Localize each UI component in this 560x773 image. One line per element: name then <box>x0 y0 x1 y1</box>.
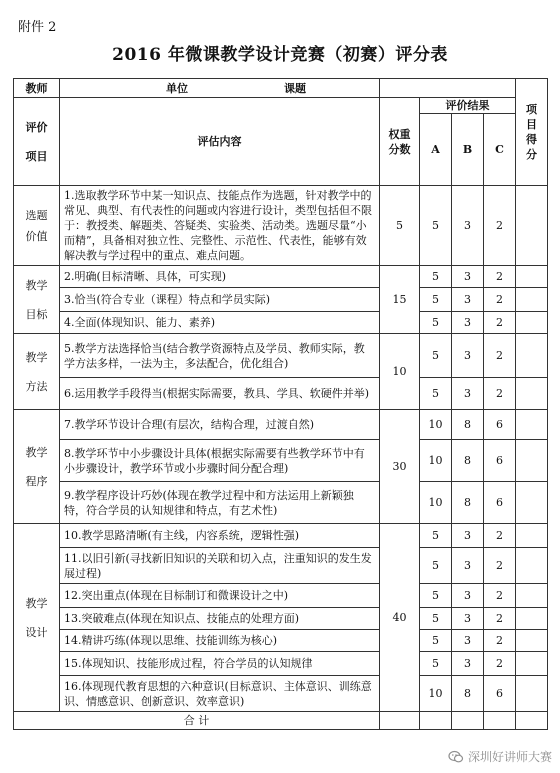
score-header-char: 项 <box>526 103 537 116</box>
grade-b-cell: 3 <box>452 584 484 608</box>
criterion-text: 11.以旧引新(寻找新旧知识的关联和切入点，注重知识的发生发展过程) <box>60 548 380 584</box>
category-name-line: 价值 <box>25 229 48 243</box>
grade-c-cell: 2 <box>484 548 516 584</box>
grade-c-cell: 2 <box>484 378 516 410</box>
grade-a-cell: 10 <box>420 676 452 712</box>
grade-c-cell: 2 <box>484 652 516 676</box>
category-cell <box>14 186 60 266</box>
item-score-cell[interactable] <box>516 482 548 524</box>
score-header-char: 分 <box>526 148 537 161</box>
criterion-text: 10.教学思路清晰(有主线，内容系统，逻辑性强) <box>60 524 380 548</box>
grade-a-cell: 5 <box>420 548 452 584</box>
grade-b-cell: 8 <box>452 410 484 440</box>
category-name-line: 教学 <box>25 596 48 610</box>
criterion-text: 14.精讲巧练(体现以思维、技能训练为核心) <box>60 630 380 652</box>
total-empty-cell <box>484 712 516 730</box>
grade-a-cell: 5 <box>420 584 452 608</box>
wechat-icon <box>448 749 464 765</box>
item-score-cell[interactable] <box>516 440 548 482</box>
watermark <box>448 748 552 765</box>
grade-a-header: A <box>420 114 452 186</box>
item-score-cell[interactable] <box>516 584 548 608</box>
grade-b-cell: 3 <box>452 608 484 630</box>
criterion-text: 16.体现现代教育思想的六种意识(目标意识、主体意识、训练意识、情感意识、创新意识、效率意识) <box>60 676 380 712</box>
grade-b-cell: 8 <box>452 482 484 524</box>
category-name-line: 选题 <box>25 208 48 222</box>
item-header <box>14 98 60 186</box>
grade-c-cell: 6 <box>484 482 516 524</box>
grade-b-header: B <box>452 114 484 186</box>
grade-a-cell: 5 <box>420 288 452 312</box>
total-empty-cell <box>452 712 484 730</box>
grade-a-cell: 5 <box>420 630 452 652</box>
criterion-row <box>14 482 548 524</box>
info-row <box>14 79 548 98</box>
item-score-cell[interactable] <box>516 410 548 440</box>
grade-a-cell: 5 <box>420 378 452 410</box>
grade-c-cell: 2 <box>484 524 516 548</box>
category-name-line: 程序 <box>25 474 48 488</box>
grade-a-cell: 5 <box>420 608 452 630</box>
criterion-row <box>14 266 548 288</box>
criterion-text: 7.教学环节设计合理(有层次，结构合理，过渡自然) <box>60 410 380 440</box>
total-empty-cell <box>420 712 452 730</box>
item-score-cell[interactable] <box>516 548 548 584</box>
criterion-text: 8.教学环节中小步骤设计具体(根据实际需要有些教学环节中有小步骤设计，教学环节或小步骤时间分配合理) <box>60 440 380 482</box>
criterion-text: 6.运用教学手段得当(根据实际需要，教具、学具、软硬件并举) <box>60 378 380 410</box>
criterion-text: 2.明确(目标清晰、具体，可实现) <box>60 266 380 288</box>
grade-b-cell: 3 <box>452 524 484 548</box>
page-title: 2016 年微课教学设计竞赛（初赛）评分表 <box>112 45 448 65</box>
item-header-line: 评价 <box>25 120 48 134</box>
grade-a-cell: 5 <box>420 186 452 266</box>
grade-c-cell: 2 <box>484 312 516 334</box>
grade-c-cell: 6 <box>484 676 516 712</box>
item-score-cell[interactable] <box>516 334 548 378</box>
weight-cell: 10 <box>380 334 420 410</box>
category-name-line: 教学 <box>25 350 48 364</box>
grade-b-cell: 3 <box>452 312 484 334</box>
weight-cell: 5 <box>380 186 420 266</box>
results-header: 评价结果 <box>420 98 516 114</box>
criterion-text: 15.体现知识、技能形成过程，符合学员的认知规律 <box>60 652 380 676</box>
item-score-cell[interactable] <box>516 312 548 334</box>
grade-c-cell: 2 <box>484 608 516 630</box>
grade-c-header: C <box>484 114 516 186</box>
grade-a-cell: 5 <box>420 312 452 334</box>
criterion-row <box>14 378 548 410</box>
category-cell <box>14 334 60 410</box>
weight-cell: 30 <box>380 410 420 524</box>
grade-c-cell: 2 <box>484 584 516 608</box>
weight-header-line: 权重 <box>388 127 411 141</box>
grade-a-cell: 10 <box>420 440 452 482</box>
category-name-line: 设计 <box>25 625 48 639</box>
grade-a-cell: 5 <box>420 266 452 288</box>
weight-cell: 40 <box>380 524 420 712</box>
criterion-text: 9.教学程序设计巧妙(体现在教学过程中和方法运用上新颖独特，符合学员的认知规律和特点，有艺术性) <box>60 482 380 524</box>
grade-a-cell: 5 <box>420 524 452 548</box>
category-cell <box>14 410 60 524</box>
grade-a-cell: 5 <box>420 652 452 676</box>
criterion-row <box>14 334 548 378</box>
grade-c-cell: 6 <box>484 410 516 440</box>
grade-b-cell: 3 <box>452 334 484 378</box>
criterion-row <box>14 548 548 584</box>
score-header-char: 目 <box>526 118 537 131</box>
grade-c-cell: 2 <box>484 630 516 652</box>
criterion-text: 12.突出重点(体现在目标制订和微课设计之中) <box>60 584 380 608</box>
item-score-cell[interactable] <box>516 186 548 266</box>
item-score-cell[interactable] <box>516 608 548 630</box>
criterion-text: 1.选取教学环节中某一知识点、技能点作为选题，针对教学中的常见、典型、有代表性的问题或内容进行设计，类型包括但不限于：教授类、解题类、答疑类、实验类、活动类。选题尽量“小而精”，具备相对独立性、完整性、示范性、代表性，能够有效解决教与学过程中的重点、难点问题。 <box>60 186 380 266</box>
criterion-row <box>14 410 548 440</box>
weight-cell: 15 <box>380 266 420 334</box>
grade-b-cell: 3 <box>452 652 484 676</box>
total-label: 合 计 <box>14 712 380 730</box>
total-row <box>14 712 548 730</box>
item-score-cell[interactable] <box>516 676 548 712</box>
grade-a-cell: 10 <box>420 482 452 524</box>
criterion-row <box>14 630 548 652</box>
weight-header <box>380 98 420 186</box>
category-name-line: 教学 <box>25 278 48 292</box>
criterion-row <box>14 288 548 312</box>
item-header-line: 项目 <box>25 149 48 163</box>
score-header <box>516 79 548 186</box>
item-score-cell[interactable] <box>516 524 548 548</box>
score-table <box>13 78 548 730</box>
item-score-cell[interactable] <box>516 378 548 410</box>
category-name-line: 教学 <box>25 445 48 459</box>
grade-b-cell: 3 <box>452 266 484 288</box>
category-name-line: 方法 <box>25 379 48 393</box>
criterion-text: 13.突破难点(体现在知识点、技能点的处理方面) <box>60 608 380 630</box>
criterion-row <box>14 440 548 482</box>
grade-c-cell: 6 <box>484 440 516 482</box>
total-empty-cell <box>516 712 548 730</box>
criterion-text: 4.全面(体现知识、能力、素养) <box>60 312 380 334</box>
criterion-row <box>14 312 548 334</box>
topic-label: 课题 <box>284 81 306 95</box>
grade-b-cell: 3 <box>452 630 484 652</box>
category-cell <box>14 524 60 712</box>
grade-c-cell: 2 <box>484 288 516 312</box>
item-score-cell[interactable] <box>516 288 548 312</box>
criterion-row <box>14 652 548 676</box>
criterion-row <box>14 608 548 630</box>
criterion-row <box>14 524 548 548</box>
grade-c-cell: 2 <box>484 334 516 378</box>
category-name-line: 目标 <box>25 307 48 321</box>
criterion-text: 5.教学方法选择恰当(结合教学资源特点及学员、教师实际，教学方法多样，一法为主，多法配合，优化组合) <box>60 334 380 378</box>
grade-b-cell: 8 <box>452 676 484 712</box>
grade-b-cell: 8 <box>452 440 484 482</box>
grade-b-cell: 3 <box>452 378 484 410</box>
score-header-char: 得 <box>526 133 537 146</box>
attachment-label: 附件 2 <box>18 20 57 35</box>
grade-a-cell: 5 <box>420 334 452 378</box>
grade-b-cell: 3 <box>452 548 484 584</box>
item-score-cell[interactable] <box>516 630 548 652</box>
criterion-row <box>14 676 548 712</box>
item-score-cell[interactable] <box>516 652 548 676</box>
total-empty-cell <box>380 712 420 730</box>
item-score-cell[interactable] <box>516 266 548 288</box>
criterion-row <box>14 186 548 266</box>
grade-c-cell: 2 <box>484 186 516 266</box>
teacher-label: 教师 <box>14 79 60 98</box>
grade-b-cell: 3 <box>452 288 484 312</box>
grade-c-cell: 2 <box>484 266 516 288</box>
criterion-row <box>14 584 548 608</box>
weight-header-line: 分数 <box>388 142 411 156</box>
criterion-text: 3.恰当(符合专业（课程）特点和学员实际) <box>60 288 380 312</box>
grade-a-cell: 10 <box>420 410 452 440</box>
header-row-1 <box>14 98 548 114</box>
content-header: 评估内容 <box>60 98 380 186</box>
unit-label: 单位 <box>166 81 188 95</box>
category-cell <box>14 266 60 334</box>
watermark-text: 深圳好讲师大赛 <box>467 750 552 764</box>
grade-b-cell: 3 <box>452 186 484 266</box>
